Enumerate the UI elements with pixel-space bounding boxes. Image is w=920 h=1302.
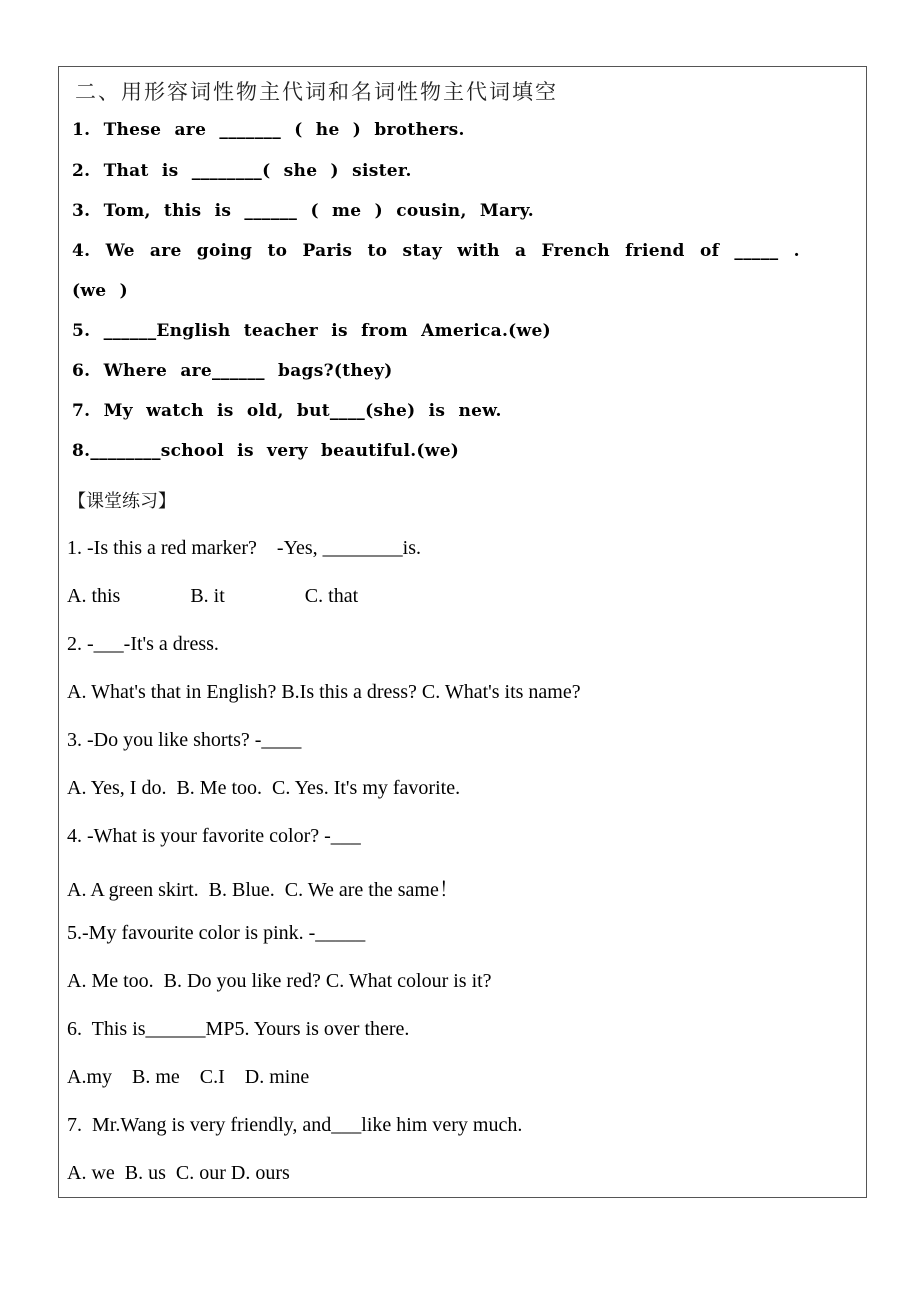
options-3: A. Yes, I do. B. Me too. C. Yes. It's my favorite. (67, 777, 461, 799)
fill-blank-item-4: 4. We are going to Paris to stay with a French friend of _____ . (72, 241, 800, 261)
part2-heading: 二、用形容词性物主代词和名词性物主代词填空 (75, 80, 558, 104)
question-4: 4. -What is your favorite color? -___ (67, 825, 361, 847)
question-1: 1. -Is this a red marker? -Yes, ________is. (67, 537, 422, 559)
practice-heading: 【课堂练习】 (68, 491, 176, 512)
fill-blank-item-7: 7. My watch is old, but____(she) is new. (72, 401, 502, 421)
fill-blank-item-8: 8.________school is very beautiful.(we) (72, 441, 460, 461)
question-7: 7. Mr.Wang is very friendly, and___like him very much. (67, 1114, 523, 1136)
options-7: A. we B. us C. our D. ours (67, 1162, 290, 1184)
options-1: A. this B. it C. that (67, 585, 359, 607)
options-2: A. What's that in English? B.Is this a dress? C. What's its name? (67, 681, 581, 703)
question-5: 5.-My favourite color is pink. -_____ (67, 922, 366, 944)
fill-blank-item-4-continued: (we ) (72, 281, 128, 301)
options-4: A. A green skirt. B. Blue. C. We are the same！ (67, 879, 459, 901)
question-3: 3. -Do you like shorts? -____ (67, 729, 302, 751)
fill-blank-item-2: 2. That is ________( she ) sister. (72, 161, 412, 181)
fill-blank-item-5: 5. ______English teacher is from America.(we) (72, 321, 551, 341)
question-2: 2. -___-It's a dress. (67, 633, 219, 655)
fill-blank-item-1: 1. These are _______ ( he ) brothers. (72, 120, 465, 140)
question-6: 6. This is______MP5. Yours is over there. (67, 1018, 410, 1040)
fill-blank-item-3: 3. Tom, this is ______ ( me ) cousin, Mary. (72, 201, 535, 221)
fill-blank-item-6: 6. Where are______ bags?(they) (72, 361, 393, 381)
options-5: A. Me too. B. Do you like red? C. What colour is it? (67, 970, 492, 992)
options-6: A.my B. me C.I D. mine (67, 1066, 310, 1088)
